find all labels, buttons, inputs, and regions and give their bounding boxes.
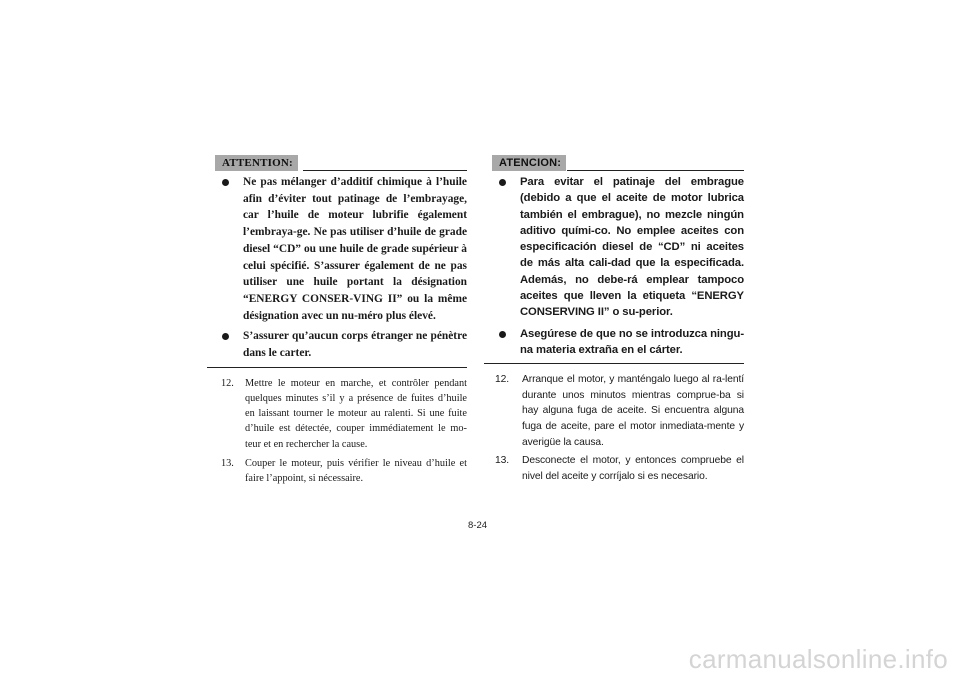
page-number: 8-24: [468, 520, 488, 531]
spanish-step-list: [492, 372, 744, 484]
attention-header: [215, 152, 467, 174]
spanish-column: [492, 152, 744, 487]
french-step-list: [215, 376, 467, 486]
step-number: 13.: [495, 455, 510, 467]
step-text: Arranque el motor, y manténgalo luego al ra-lentí durante unos minutos mientras comprue-ba si hay alguna fuga de aceite. Si encuentra alguna fuga de aceite, pare el motor inmediata-mente y averigüe la causa.: [522, 374, 744, 448]
attention-badge: ATTENTION:: [215, 155, 298, 171]
step-item: [492, 453, 744, 484]
attention-bullet-list: [215, 174, 467, 362]
attention-bullet: S’assurer qu’aucun corps étranger ne pénètre dans le carter.: [215, 328, 467, 361]
atencion-bullet-list: [492, 174, 744, 358]
atencion-header-rule: [567, 170, 744, 171]
step-text: Mettre le moteur en marche, et contrôler pendant quelques minutes s’il y a présence de fuites d’huile en laissant tourner le moteur au ralenti. Si une fuite d’huile est détectée, couper immédiatement le mo-teur et en rechercher la cause.: [245, 377, 467, 450]
bullet-dot-icon: [222, 179, 229, 186]
atencion-bullet: Para evitar el patinaje del embrague (debido a que el aceite de motor lubrica también el embrague), no mezcle ningún aditivo quími-co. No emplee aceites con especificación diesel de “CD” ni aceites de más alta cali-dad que la especificada. Además, no debe-rá emplear tampoco aceites que lleven la etiqueta “ENERGY CONSERVING II” o su-perior.: [492, 174, 744, 321]
step-number: 13.: [221, 457, 234, 469]
step-item: [492, 372, 744, 450]
attention-end-rule: [207, 367, 467, 368]
attention-header-rule: [303, 170, 467, 171]
attention-bullet: Ne pas mélanger d’additif chimique à l’huile afin d’éviter tout patinage de l’embrayage, car l’huile de moteur lubrifie également l’embraya-ge. Ne pas utiliser d’huile de grade diesel “CD” ou une huile de grade supérieur à celui spécifié. S’assurer également de ne pas utiliser une huile portant la désignation “ENERGY CONSER-VING II” ou la même désignation avec un nu-méro plus élevé.: [215, 174, 467, 324]
step-item: [215, 456, 467, 486]
step-item: [215, 376, 467, 452]
watermark: carmanualsonline.info: [688, 644, 948, 674]
french-column: [215, 152, 467, 490]
atencion-bullet: Asegúrese de que no se introduzca ningu-na materia extraña en el cárter.: [492, 326, 744, 359]
bullet-dot-icon: [222, 333, 229, 340]
atencion-end-rule: [484, 363, 744, 364]
step-number: 12.: [221, 377, 234, 389]
step-text: Couper le moteur, puis vérifier le niveau d’huile et faire l’appoint, si nécessaire.: [245, 457, 467, 484]
bullet-dot-icon: [499, 179, 506, 186]
step-text: Desconecte el motor, y entonces compruebe el nivel del aceite y corríjalo si es necesario.: [522, 455, 744, 482]
atencion-badge: ATENCION:: [492, 155, 566, 171]
atencion-header: [492, 152, 744, 174]
bullet-dot-icon: [499, 331, 506, 338]
step-number: 12.: [495, 374, 510, 386]
